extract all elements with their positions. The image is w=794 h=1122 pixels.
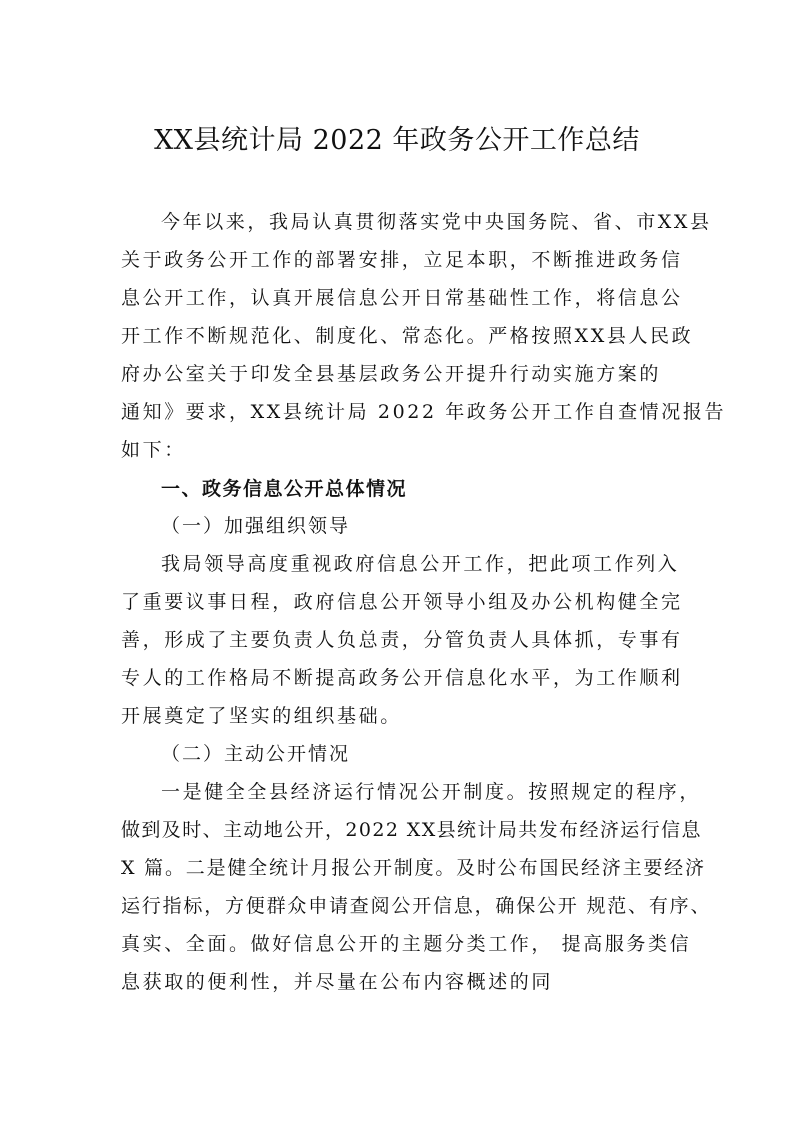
document-title: XX县统计局 2022 年政务公开工作总结 xyxy=(154,125,640,156)
body-line: 一是健全全县经济运行情况公开制度。按照规定的程序， xyxy=(161,781,702,803)
body-line: 真实、全面。做好信息公开的主题分类工作， 提高服务类信 xyxy=(121,933,692,955)
body-line: 息获取的便利性，并尽量在公布内容概述的同 xyxy=(121,971,554,993)
body-line: 关于政务公开工作的部署安排，立足本职，不断推进政务信 xyxy=(121,249,683,271)
subsection-heading: （二）主动公开情况 xyxy=(161,743,351,765)
section-heading: 一、政务信息公开总体情况 xyxy=(161,478,408,500)
body-line: 做到及时、主动地公开，2022 XX县统计局共发布经济运行信息 xyxy=(121,819,702,841)
body-line: 息公开工作，认真开展信息公开日常基础性工作，将信息公 xyxy=(121,287,683,309)
body-line: 开展奠定了坚实的组织基础。 xyxy=(121,705,402,727)
body-line: 我局领导高度重视政府信息公开工作，把此项工作列入 xyxy=(161,553,680,575)
body-line: 府办公室关于印发全县基层政务公开提升行动实施方案的 xyxy=(121,363,662,385)
body-line: 善，形成了主要负责人负总责，分管负责人具体抓，专事有 xyxy=(121,629,683,651)
body-line: 如下： xyxy=(121,439,186,461)
body-line: X 篇。二是健全统计月报公开制度。及时公布国民经济主要经济 xyxy=(121,857,706,879)
body-line: 今年以来，我局认真贯彻落实党中央国务院、省、市XX县 xyxy=(161,211,712,233)
body-line: 通知》要求，XX县统计局 2022 年政务公开工作自查情况报告 xyxy=(121,401,727,423)
body-line: 开工作不断规范化、制度化、常态化。严格按照XX县人民政 xyxy=(121,325,694,347)
subsection-heading: （一）加强组织领导 xyxy=(161,515,351,537)
body-line: 专人的工作格局不断提高政务公开信息化水平，为工作顺利 xyxy=(121,667,683,689)
body-line: 运行指标，方便群众申请查阅公开信息，确保公开 规范、有序、 xyxy=(121,895,712,917)
body-line: 了重要议事日程，政府信息公开领导小组及办公机构健全完 xyxy=(121,591,683,613)
